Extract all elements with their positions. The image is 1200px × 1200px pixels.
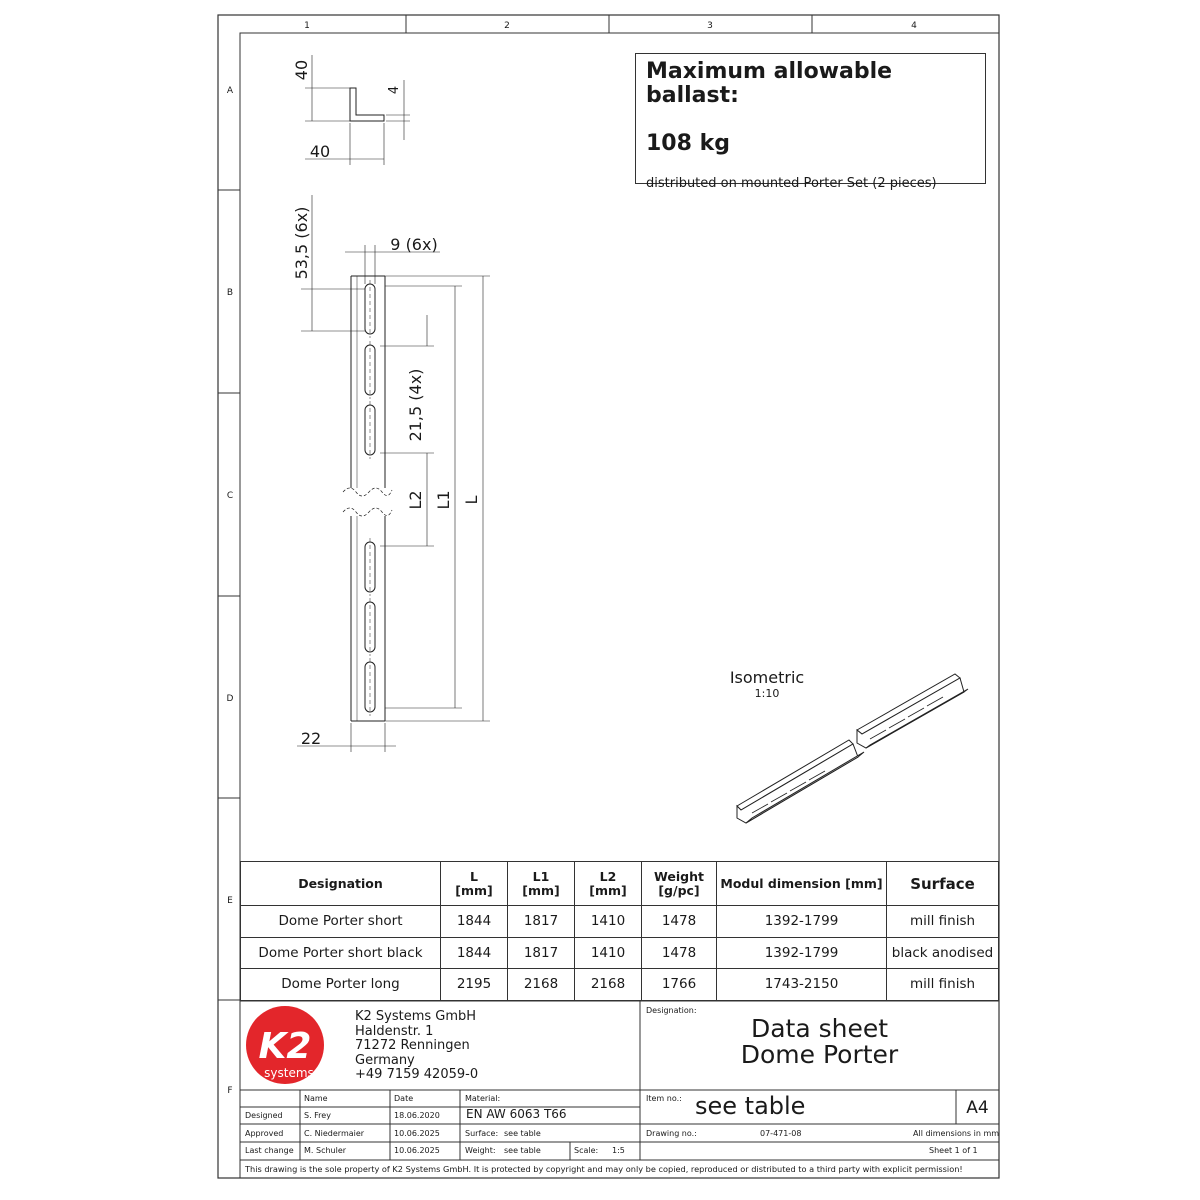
cell-surface: black anodised: [887, 937, 999, 969]
cell-modul: 1743-2150: [717, 969, 887, 1001]
logo-systems-text: systems: [264, 1066, 314, 1080]
table-row: [241, 969, 999, 1001]
paper-format: A4: [966, 1098, 989, 1118]
dim-hole-width: 9 (6x): [390, 235, 438, 254]
cell-l: 1844: [441, 937, 508, 969]
drawing-no-label: Drawing no.:: [646, 1129, 697, 1138]
dim-hole-length: 21,5 (4x): [406, 368, 425, 442]
dim-l2: L2: [406, 490, 425, 510]
grid-row-d: D: [226, 694, 234, 704]
cell-modul: 1392-1799: [717, 906, 887, 938]
cell-surface: mill finish: [887, 969, 999, 1001]
grid-col-1: 1: [304, 21, 310, 31]
designed-date: 18.06.2020: [394, 1111, 440, 1120]
lastchange-name: M. Schuler: [304, 1146, 347, 1155]
cell-surface: mill finish: [887, 906, 999, 938]
company-street: Haldenstr. 1: [355, 1023, 434, 1039]
drawing-title: [640, 1016, 999, 1068]
item-label: Item no.:: [646, 1094, 682, 1103]
surface-label: Surface:: [465, 1129, 499, 1138]
col-weight: Weight [g/pc]: [642, 862, 717, 906]
dim-profile-height: 40: [292, 59, 311, 81]
ballast-note: [635, 53, 986, 191]
approved-name: C. Niedermaier: [304, 1129, 365, 1138]
weight-label: Weight:: [465, 1146, 496, 1155]
col-modul: Modul dimension [mm]: [717, 862, 887, 906]
cell-weight: 1478: [642, 906, 717, 938]
spec-table-header: [241, 862, 999, 906]
spec-table: [240, 861, 999, 1001]
units-note: All dimensions in mm: [913, 1129, 1000, 1138]
surface-value: see table: [504, 1129, 541, 1138]
company-country: Germany: [355, 1052, 415, 1068]
cell-l1: 2168: [508, 969, 575, 1001]
k2-logo: [246, 1006, 324, 1084]
cell-l: 1844: [441, 906, 508, 938]
material-value: EN AW 6063 T66: [466, 1107, 567, 1121]
company-address: [355, 1010, 478, 1083]
drawing-no-value: 07-471-08: [760, 1129, 802, 1138]
grid-row-e: E: [227, 896, 233, 906]
cell-designation: Dome Porter long: [241, 969, 441, 1001]
scale-label: Scale:: [574, 1146, 599, 1155]
cell-weight: 1478: [642, 937, 717, 969]
col-designation: Designation: [241, 862, 441, 906]
grid-col-3: 3: [707, 21, 713, 31]
company-city: 71272 Renningen: [355, 1038, 470, 1053]
cell-designation: Dome Porter short: [241, 906, 441, 938]
company-phone: +49 7159 42059-0: [355, 1067, 479, 1082]
isometric-scale: 1:10: [754, 687, 780, 700]
material-label: Material:: [465, 1094, 501, 1103]
table-row: [241, 937, 999, 969]
lastchange-label: Last change: [245, 1146, 294, 1155]
cell-l1: 1817: [508, 937, 575, 969]
dim-l: L: [462, 495, 481, 505]
approved-date: 10.06.2025: [394, 1129, 440, 1138]
designed-name: S. Frey: [304, 1111, 331, 1120]
inner-frame: [240, 33, 999, 1178]
grid-row-f: F: [227, 1086, 233, 1096]
grid-col-2: 2: [504, 21, 510, 31]
grid-row-a: A: [226, 86, 234, 96]
cell-l2: 2168: [575, 969, 642, 1001]
sheet-number: Sheet 1 of 1: [929, 1146, 978, 1155]
cell-designation: Dome Porter short black: [241, 937, 441, 969]
grid-row-b: B: [226, 288, 234, 298]
table-row: [241, 906, 999, 938]
isometric-label: Isometric: [729, 668, 805, 687]
col-l1: L1 [mm]: [508, 862, 575, 906]
dim-profile-thickness: 4: [387, 85, 402, 95]
cell-l2: 1410: [575, 906, 642, 938]
cell-l: 2195: [441, 969, 508, 1001]
scale-value: 1:5: [612, 1146, 625, 1155]
dim-l1: L1: [434, 490, 453, 510]
grid-col-4: 4: [911, 21, 917, 31]
cell-l1: 1817: [508, 906, 575, 938]
company-name: K2 Systems GmbH: [355, 1009, 477, 1024]
bar-front-view: [343, 276, 392, 721]
dim-bar-width: 22: [300, 729, 322, 748]
col-l: L [mm]: [441, 862, 508, 906]
title-line2: Dome Porter: [740, 1040, 899, 1069]
approved-label: Approved: [245, 1129, 284, 1138]
cell-l2: 1410: [575, 937, 642, 969]
item-value: see table: [695, 1092, 806, 1120]
date-label: Date: [394, 1094, 414, 1103]
dim-profile-width: 40: [309, 142, 331, 161]
ballast-line3: distributed on mounted Porter Set (2 pieces): [646, 176, 937, 191]
lastchange-date: 10.06.2025: [394, 1146, 440, 1155]
cell-modul: 1392-1799: [717, 937, 887, 969]
col-l2: L2 [mm]: [575, 862, 642, 906]
title-line1: Data sheet: [750, 1014, 889, 1043]
cell-weight: 1766: [642, 969, 717, 1001]
designed-label: Designed: [245, 1111, 283, 1120]
grid-row-c: C: [226, 491, 234, 501]
bar-dimensions: [297, 195, 490, 752]
logo-k2-text: K2: [258, 1026, 312, 1067]
ballast-line1: Maximum allowable ballast:: [646, 59, 893, 108]
dim-hole-pitch: 53,5 (6x): [292, 206, 311, 280]
name-label: Name: [304, 1094, 328, 1103]
weight-value: see table: [504, 1146, 541, 1155]
designation-label: Designation:: [646, 1006, 697, 1015]
ballast-line2: 108 kg: [646, 131, 730, 156]
col-surface: Surface: [887, 862, 999, 906]
copyright-footer: This drawing is the sole property of K2 Systems GmbH. It is protected by copyright and may only be copied, reproduced or distributed to a third party with explicit permission!: [245, 1164, 963, 1174]
